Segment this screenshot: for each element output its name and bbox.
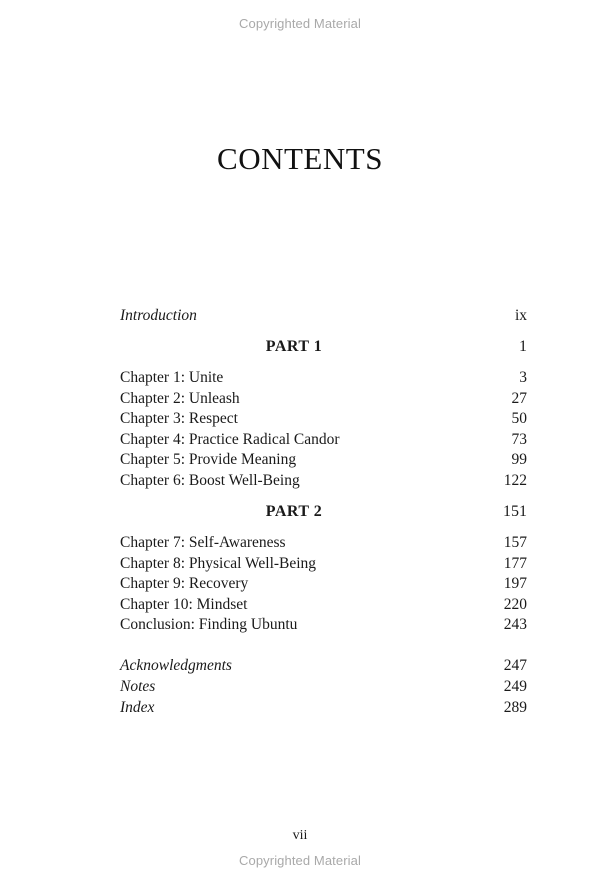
toc-part-page: 1 [519, 337, 527, 355]
toc-entry-introduction[interactable] [120, 306, 527, 327]
toc-entry-page: 243 [503, 616, 527, 634]
toc-entry-chapter-7[interactable] [120, 533, 527, 554]
toc-entry-chapter-2[interactable] [120, 389, 527, 410]
toc-back-matter [120, 656, 527, 718]
toc-entry-page: 157 [503, 533, 527, 551]
toc-entry-label: Chapter 2: Unleash [120, 389, 240, 407]
toc-entry-label: Index [120, 698, 155, 716]
toc-part-1[interactable] [120, 337, 527, 358]
toc-entry-chapter-3[interactable] [120, 409, 527, 430]
toc-entry-page: 289 [503, 698, 527, 716]
toc-entry-label: Chapter 8: Physical Well-Being [120, 554, 317, 572]
toc-entry-page: 99 [511, 451, 527, 469]
toc-entry-chapter-6[interactable] [120, 471, 527, 492]
toc-entry-page: 247 [503, 657, 527, 675]
copyright-watermark-top: Copyrighted Material [239, 16, 361, 31]
toc-entry-label: Chapter 5: Provide Meaning [120, 451, 297, 469]
toc-entry-label: Chapter 4: Practice Radical Candor [120, 430, 340, 448]
copyright-watermark-bottom: Copyrighted Material [239, 853, 361, 868]
toc-entry-page: 27 [511, 389, 527, 407]
toc-entry-page: 73 [511, 430, 527, 448]
toc-entry-notes[interactable] [120, 677, 527, 698]
toc-entry-label: Chapter 3: Respect [120, 410, 238, 428]
toc-entry-page: 177 [503, 554, 527, 572]
toc-part-page: 151 [503, 502, 527, 520]
toc-entry-chapter-9[interactable] [120, 574, 527, 595]
toc-entry-label: Chapter 7: Self-Awareness [120, 533, 286, 551]
toc-entry-label: Chapter 1: Unite [120, 368, 224, 386]
toc-entry-label: Introduction [120, 307, 197, 324]
toc-entry-page: 122 [503, 471, 527, 489]
toc-part-2-chapters [120, 533, 527, 636]
toc-entry-page: 249 [503, 678, 527, 696]
toc-part-label: PART 2 [265, 502, 323, 520]
toc-part-1-chapters [120, 368, 527, 492]
toc-entry-label: Notes [120, 678, 156, 696]
toc-entry-label: Conclusion: Finding Ubuntu [120, 616, 298, 634]
toc-entry-label: Acknowledgments [120, 657, 232, 675]
toc-entry-label: Chapter 9: Recovery [120, 575, 249, 593]
toc-entry-conclusion[interactable] [120, 615, 527, 636]
toc-entry-acknowledgments[interactable] [120, 656, 527, 677]
toc-part-2[interactable] [120, 502, 527, 523]
toc-entry-page: ix [514, 307, 527, 324]
toc-entry-page: 197 [503, 575, 527, 593]
page-number: vii [292, 828, 308, 843]
toc-entry-label: Chapter 10: Mindset [120, 595, 248, 613]
toc-entry-chapter-8[interactable] [120, 554, 527, 575]
toc-entry-page: 50 [511, 410, 527, 428]
toc-entry-chapter-1[interactable] [120, 368, 527, 389]
toc-entry-chapter-5[interactable] [120, 450, 527, 471]
toc-entry-index[interactable] [120, 698, 527, 719]
page-title: CONTENTS [217, 141, 383, 176]
toc-part-label: PART 1 [265, 337, 323, 355]
toc-entry-label: Chapter 6: Boost Well-Being [120, 471, 300, 489]
toc-entry-chapter-4[interactable] [120, 430, 527, 451]
toc-entry-page: 220 [503, 595, 527, 613]
table-of-contents [120, 306, 527, 718]
toc-entry-chapter-10[interactable] [120, 595, 527, 616]
toc-entry-page: 3 [519, 368, 527, 386]
